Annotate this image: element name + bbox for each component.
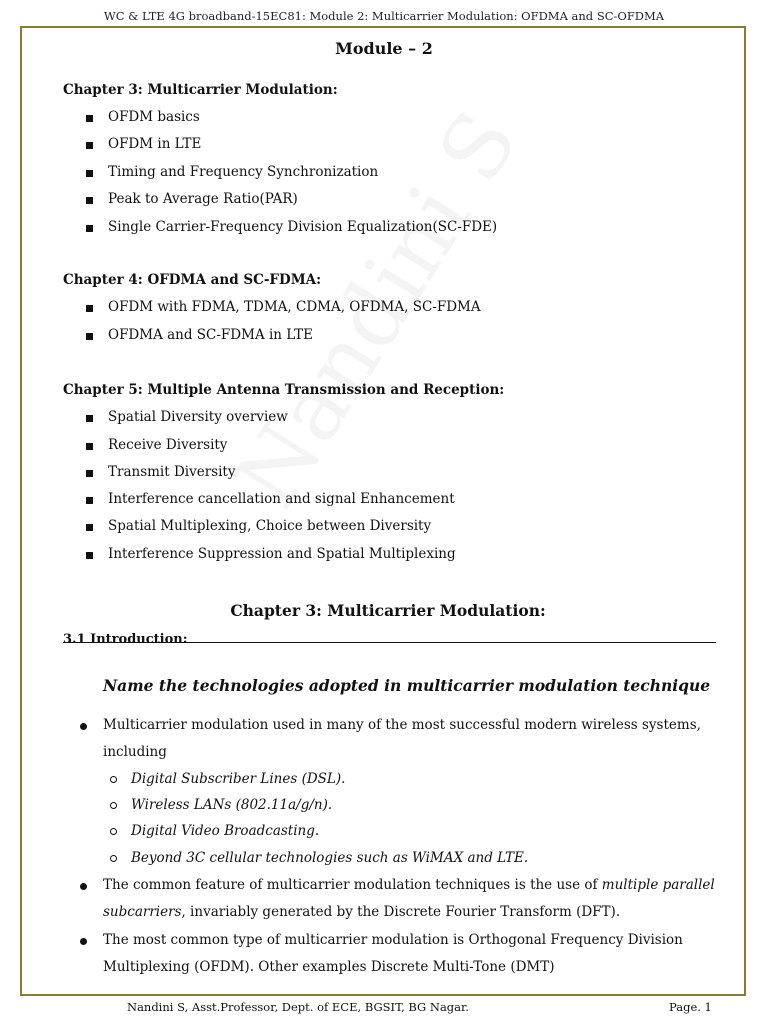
intro-label: 3.1 Introduction:: [63, 632, 188, 647]
paragraph-line: Multicarrier modulation used in many of the most successful modern wireless systems,: [103, 717, 701, 733]
page-number: Page. 1: [669, 1000, 712, 1014]
sub-bullet-marker: [110, 776, 117, 783]
sub-bullet-marker: [110, 802, 117, 809]
chapter-3-item: OFDM in LTE: [108, 136, 202, 152]
sub-bullet-marker: [110, 855, 117, 862]
bullet-marker: [80, 723, 87, 730]
sub-bullet-marker: [110, 828, 117, 835]
paragraph-line: including: [103, 744, 167, 760]
section-divider: [63, 642, 716, 643]
bullet-marker: [86, 470, 93, 477]
chapter-5-heading: Chapter 5: Multiple Antenna Transmission and Reception:: [63, 382, 505, 398]
chapter-4-item: OFDM with FDMA, TDMA, CDMA, OFDMA, SC-FDMA: [108, 299, 481, 315]
bullet-marker: [86, 333, 93, 340]
chapter-5-item: Interference cancellation and signal Enhancement: [108, 491, 455, 507]
paragraph-line: The common feature of multicarrier modulation techniques is the use of multiple parallel: [103, 877, 715, 893]
question-heading: Name the technologies adopted in multicarrier modulation technique: [103, 676, 711, 695]
bullet-marker: [86, 305, 93, 312]
chapter-5-item: Interference Suppression and Spatial Multiplexing: [108, 546, 456, 562]
chapter-3-item: OFDM basics: [108, 109, 200, 125]
chapter-4-heading: Chapter 4: OFDMA and SC-FDMA:: [63, 272, 322, 288]
paragraph-line: subcarriers, invariably generated by the Discrete Fourier Transform (DFT).: [103, 904, 621, 920]
bullet-marker: [86, 197, 93, 204]
bullet-marker: [86, 443, 93, 450]
bullet-marker: [86, 115, 93, 122]
chapter-5-item: Transmit Diversity: [108, 464, 236, 480]
chapter-3-heading: Chapter 3: Multicarrier Modulation:: [63, 82, 338, 98]
bullet-marker: [86, 170, 93, 177]
bullet-marker: [86, 225, 93, 232]
bullet-marker: [80, 883, 87, 890]
section-heading: Chapter 3: Multicarrier Modulation:: [230, 601, 546, 620]
chapter-5-item: Spatial Multiplexing, Choice between Diversity: [108, 518, 432, 534]
bullet-marker: [86, 552, 93, 559]
chapter-5-item: Receive Diversity: [108, 437, 228, 453]
chapter-3-item: Single Carrier-Frequency Division Equalization(SC-FDE): [108, 219, 498, 235]
bullet-marker: [86, 142, 93, 149]
page-header: WC & LTE 4G broadband-15EC81: Module 2: Multicarrier Modulation: OFDMA and SC-OFDMA: [103, 9, 665, 23]
sub-item: Digital Video Broadcasting.: [131, 823, 320, 839]
bullet-marker: [80, 938, 87, 945]
paragraph-line: The most common type of multicarrier modulation is Orthogonal Frequency Division: [103, 932, 683, 948]
chapter-5-item: Spatial Diversity overview: [108, 409, 288, 425]
bullet-marker: [86, 524, 93, 531]
chapter-4-item: OFDMA and SC-FDMA in LTE: [108, 327, 314, 343]
module-title: Module – 2: [335, 39, 433, 58]
sub-item: Digital Subscriber Lines (DSL).: [131, 771, 346, 787]
footer-author: Nandini S, Asst.Professor, Dept. of ECE, BGSIT, BG Nagar.: [127, 1000, 469, 1014]
bullet-marker: [86, 415, 93, 422]
bullet-marker: [86, 497, 93, 504]
paragraph-line: Multiplexing (OFDM). Other examples Discrete Multi-Tone (DMT): [103, 959, 555, 975]
sub-item: Beyond 3C cellular technologies such as WiMAX and LTE.: [131, 850, 529, 866]
sub-item: Wireless LANs (802.11a/g/n).: [131, 797, 333, 813]
chapter-3-item: Peak to Average Ratio(PAR): [108, 191, 298, 207]
chapter-3-item: Timing and Frequency Synchronization: [108, 164, 379, 180]
